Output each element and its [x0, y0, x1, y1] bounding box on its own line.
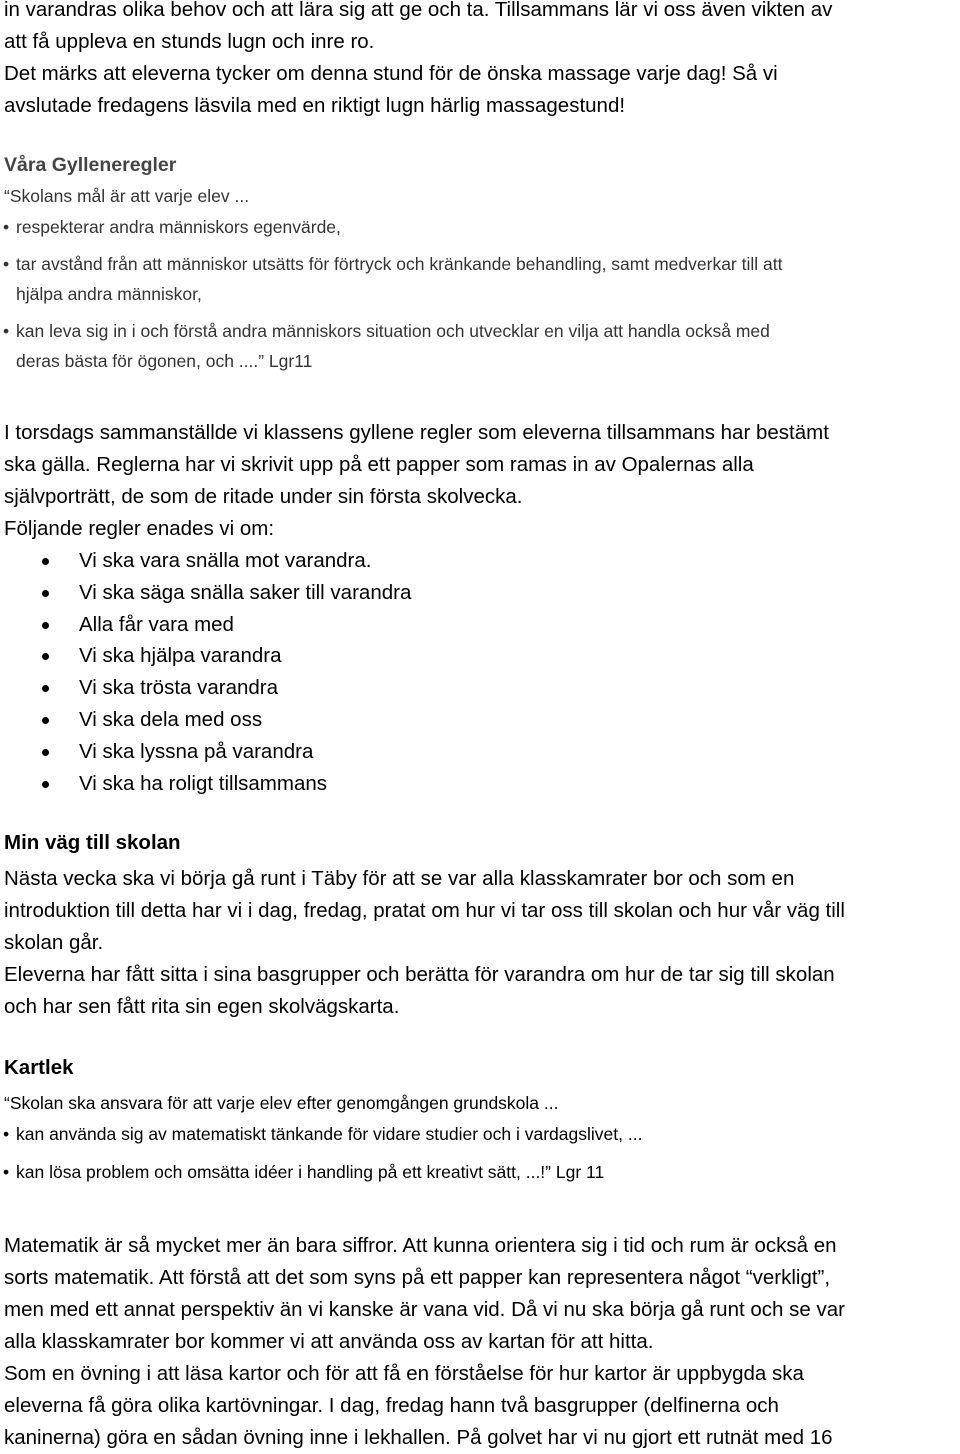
rule-item	[4, 704, 411, 736]
rule-item	[4, 545, 411, 577]
golden-rules-bullet-line: kan leva sig in i och förstå andra människors situation och utvecklar en vilja att handla också med	[16, 321, 770, 341]
golden-rules-bullet-line: tar avstånd från att människor utsätts för förtryck och kränkande behandling, samt medverkar till att	[16, 254, 783, 274]
intro-line: Det märks att eleverna tycker om denna stund för de önska massage varje dag! Så vi	[4, 62, 778, 85]
bullet-dot-icon	[42, 622, 49, 629]
rules-list	[4, 545, 411, 799]
golden-rules-bullet-line: hjälpa andra människor,	[16, 284, 202, 304]
rule-item	[4, 577, 411, 609]
maps-bullet	[4, 1119, 642, 1149]
golden-rules-bullet	[4, 316, 770, 376]
golden-rules-bullet	[4, 212, 341, 242]
golden-rules-bullet	[4, 249, 782, 309]
intro-line: avslutade fredagens läsvila med en riktigt lugn härlig massagestund!	[4, 94, 626, 117]
maps-bullet-text: kan använda sig av matematiskt tänkande för vidare studier och i vardagslivet, ...	[16, 1124, 643, 1144]
rule-text: Alla får vara med	[79, 612, 234, 636]
school-way-heading: Min väg till skolan	[4, 831, 181, 854]
school-way-line: skolan går.	[4, 931, 104, 954]
rule-text: Vi ska trösta varandra	[79, 676, 279, 700]
rule-text: Vi ska hjälpa varandra	[79, 644, 282, 668]
maps-bullet-text: kan lösa problem och omsätta idéer i handling på ett kreativt sätt, ...!” Lgr 11	[16, 1162, 605, 1182]
maps-heading: Kartlek	[4, 1056, 74, 1079]
school-way-line: Eleverna har fått sitta i sina basgrupper och berätta för varandra om hur de tar sig till skolan	[4, 963, 835, 986]
rule-item	[4, 768, 411, 800]
maps-bullet	[4, 1157, 604, 1187]
rule-text: Vi ska säga snälla saker till varandra	[79, 580, 412, 604]
golden-rules-quote-intro: “Skolans mål är att varje elev ...	[4, 186, 250, 206]
maps-line: eleverna få göra olika kartövningar. I dag, fredag hann två basgrupper (delfinerna och	[4, 1394, 779, 1417]
bullet-dot-icon	[42, 558, 49, 565]
rule-text: Vi ska ha roligt tillsammans	[79, 771, 327, 795]
rule-text: Vi ska lyssna på varandra	[79, 739, 314, 763]
rule-text: Vi ska vara snälla mot varandra.	[79, 549, 372, 572]
rules-text-line: självporträtt, de som de ritade under sin första skolvecka.	[4, 485, 523, 508]
rule-text: Vi ska dela med oss	[79, 707, 263, 731]
bullet-dot-icon	[42, 749, 49, 756]
rules-text-line: I torsdags sammanställde vi klassens gyllene regler som eleverna tillsammans har bestämt	[4, 421, 829, 444]
maps-line: Matematik är så mycket mer än bara siffror. Att kunna orientera sig i tid och rum är också en	[4, 1234, 837, 1257]
maps-quote-intro: “Skolan ska ansvara för att varje elev efter genomgången grundskola ...	[4, 1093, 559, 1113]
golden-rules-bullet-line: respekterar andra människors egenvärde,	[16, 217, 341, 237]
intro-line: att få uppleva en stunds lugn och inre ro.	[4, 30, 375, 53]
bullet-dot-icon	[42, 717, 49, 724]
maps-line: sorts matematik. Att förstå att det som syns på ett papper kan representera något “verkligt”,	[4, 1266, 831, 1289]
rules-text-line: Följande regler enades vi om:	[4, 517, 275, 540]
school-way-line: Nästa vecka ska vi börja gå runt i Täby för att se var alla klasskamrater bor och som en	[4, 867, 795, 890]
rule-item	[4, 609, 411, 641]
bullet-dot-icon	[42, 653, 49, 660]
school-way-line: introduktion till detta har vi i dag, fredag, pratat om hur vi tar oss till skolan och hur vår väg till	[4, 899, 845, 922]
rule-item	[4, 640, 411, 672]
bullet-dot-icon	[42, 590, 49, 597]
school-way-line: och har sen fått rita sin egen skolvägskarta.	[4, 995, 400, 1018]
maps-line: men med ett annat perspektiv än vi kanske är vana vid. Då vi nu ska börja gå runt och se var	[4, 1298, 845, 1321]
golden-rules-bullet-line: deras bästa för ögonen, och ....” Lgr11	[16, 351, 313, 371]
bullet-dot-icon	[42, 781, 49, 788]
rule-item	[4, 736, 411, 768]
golden-rules-heading: Våra Gylleneregler	[4, 154, 177, 176]
bullet-dot-icon	[42, 685, 49, 692]
maps-line: Som en övning i att läsa kartor och för att få en förståelse för hur kartor är uppbygda ska	[4, 1362, 804, 1385]
maps-line: alla klasskamrater bor kommer vi att använda oss av kartan för att hitta.	[4, 1330, 654, 1353]
intro-line: in varandras olika behov och att lära sig att ge och ta. Tillsammans lär vi oss även vikten av	[4, 0, 833, 21]
rules-text-line: ska gälla. Reglerna har vi skrivit upp på ett papper som ramas in av Opalernas alla	[4, 453, 754, 476]
rule-item	[4, 672, 411, 704]
maps-line: kaninerna) göra en sådan övning inne i lekhallen. På golvet har vi nu gjort ett rutnät med 16	[4, 1426, 833, 1449]
